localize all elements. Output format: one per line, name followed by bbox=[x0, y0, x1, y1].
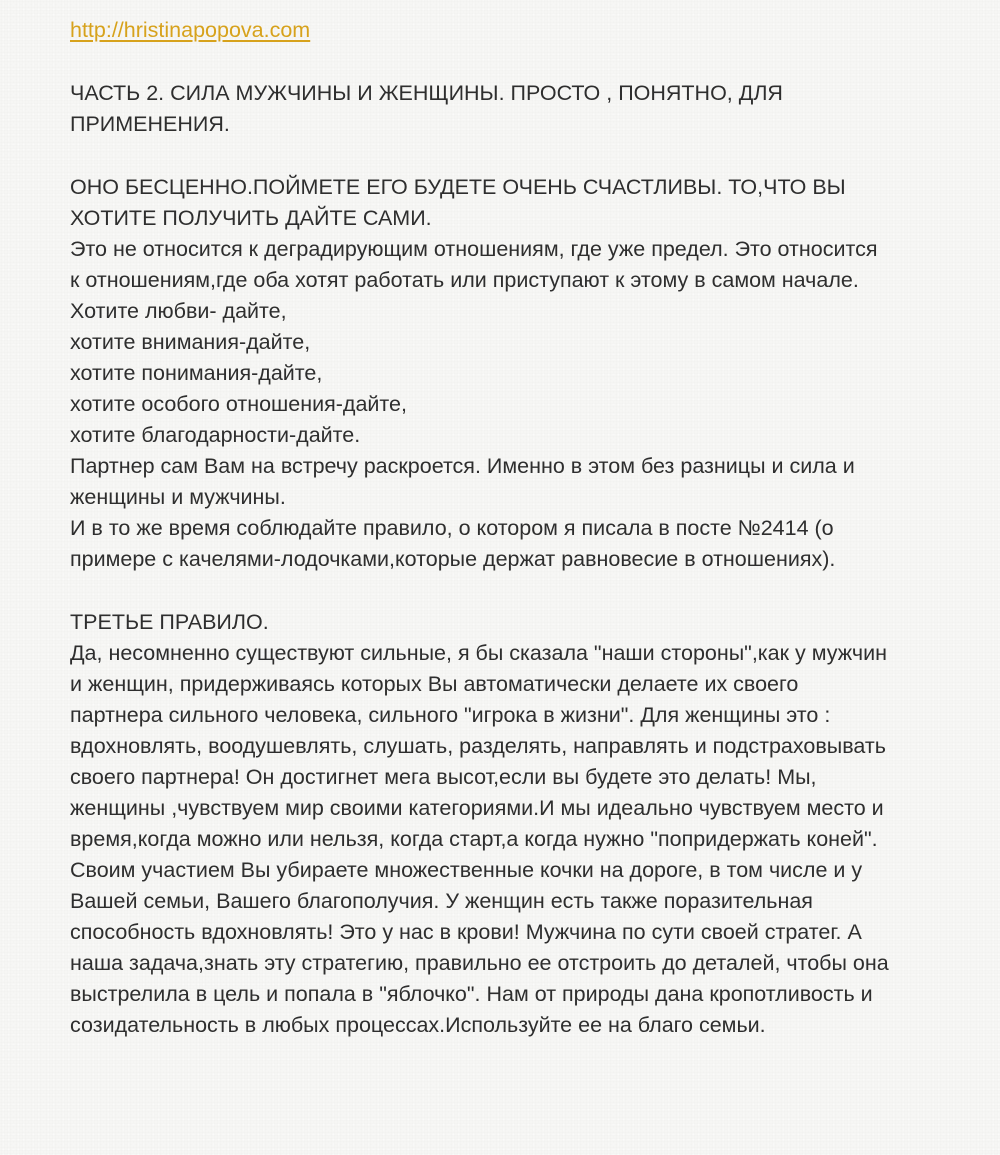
paragraph-line: примере с качелями-лодочками,которые держат равновесие в отношениях). bbox=[70, 547, 836, 571]
paragraph-line: созидательность в любых процессах.Используйте ее на благо семьи. bbox=[70, 1013, 766, 1037]
spacer bbox=[70, 575, 970, 607]
spacer bbox=[70, 140, 970, 172]
paragraph-line: партнера сильного человека, сильного "игрока в жизни". Для женщины это : bbox=[70, 703, 831, 727]
spacer bbox=[70, 46, 970, 78]
paragraph-line: женщины и мужчины. bbox=[70, 485, 286, 509]
section-heading: ТРЕТЬЕ ПРАВИЛО. bbox=[70, 610, 269, 634]
paragraph-line: Да, несомненно существуют сильные, я бы сказала "наши стороны",как у мужчин bbox=[70, 641, 887, 665]
paragraph-line: и женщин, придерживаясь которых Вы автоматически делаете их своего bbox=[70, 672, 799, 696]
paragraph-line: хотите благодарности-дайте. bbox=[70, 423, 361, 447]
paragraph-line: выстрелила в цель и попала в "яблочко". Нам от природы дана кропотливость и bbox=[70, 982, 873, 1006]
intro-heading-line: ХОТИТЕ ПОЛУЧИТЬ ДАЙТЕ САМИ. bbox=[70, 206, 432, 230]
document-page bbox=[70, 15, 970, 1041]
paragraph-line: своего партнера! Он достигнет мега высот,если вы будете это делать! Мы, bbox=[70, 765, 817, 789]
paragraph-line: Хотите любви- дайте, bbox=[70, 299, 287, 323]
paragraph-line: Партнер сам Вам на встречу раскроется. Именно в этом без разницы и сила и bbox=[70, 454, 855, 478]
paragraph-line: к отношениям,где оба хотят работать или приступают к этому в самом начале. bbox=[70, 268, 859, 292]
website-link[interactable]: http://hristinapopova.com bbox=[70, 18, 311, 42]
paragraph-line: наша задача,знать эту стратегию, правильно ее отстроить до деталей, чтобы она bbox=[70, 951, 889, 975]
document-title bbox=[70, 78, 970, 140]
paragraph-line: хотите особого отношения-дайте, bbox=[70, 392, 407, 416]
intro-heading-line: ОНО БЕСЦЕННО.ПОЙМЕТЕ ЕГО БУДЕТЕ ОЧЕНЬ СЧАСТЛИВЫ. ТО,ЧТО ВЫ bbox=[70, 175, 846, 199]
paragraph-line: вдохновлять, воодушевлять, слушать, разделять, направлять и подстраховывать bbox=[70, 734, 886, 758]
title-line: ЧАСТЬ 2. СИЛА МУЖЧИНЫ И ЖЕНЩИНЫ. ПРОСТО , ПОНЯТНО, ДЛЯ bbox=[70, 81, 783, 105]
paragraph-line: хотите понимания-дайте, bbox=[70, 361, 323, 385]
paragraph-line: И в то же время соблюдайте правило, о котором я писала в посте №2414 (о bbox=[70, 516, 834, 540]
paragraph-line: Это не относится к деградирующим отношениям, где уже предел. Это относится bbox=[70, 237, 878, 261]
paragraph-line: способность вдохновлять! Это у нас в крови! Мужчина по сути своей стратег. А bbox=[70, 920, 862, 944]
paragraph-line: время,когда можно или нельзя, когда старт,а когда нужно "попридержать коней". bbox=[70, 827, 878, 851]
intro-section bbox=[70, 172, 970, 575]
paragraph-line: Своим участием Вы убираете множественные кочки на дороге, в том числе и у bbox=[70, 858, 863, 882]
rule3-section bbox=[70, 607, 970, 1041]
paragraph-line: Вашей семьи, Вашего благополучия. У женщин есть также поразительная bbox=[70, 889, 813, 913]
title-line: ПРИМЕНЕНИЯ. bbox=[70, 112, 230, 136]
paragraph-line: женщины ,чувствуем мир своими категориями.И мы идеально чувствуем место и bbox=[70, 796, 884, 820]
paragraph-line: хотите внимания-дайте, bbox=[70, 330, 311, 354]
